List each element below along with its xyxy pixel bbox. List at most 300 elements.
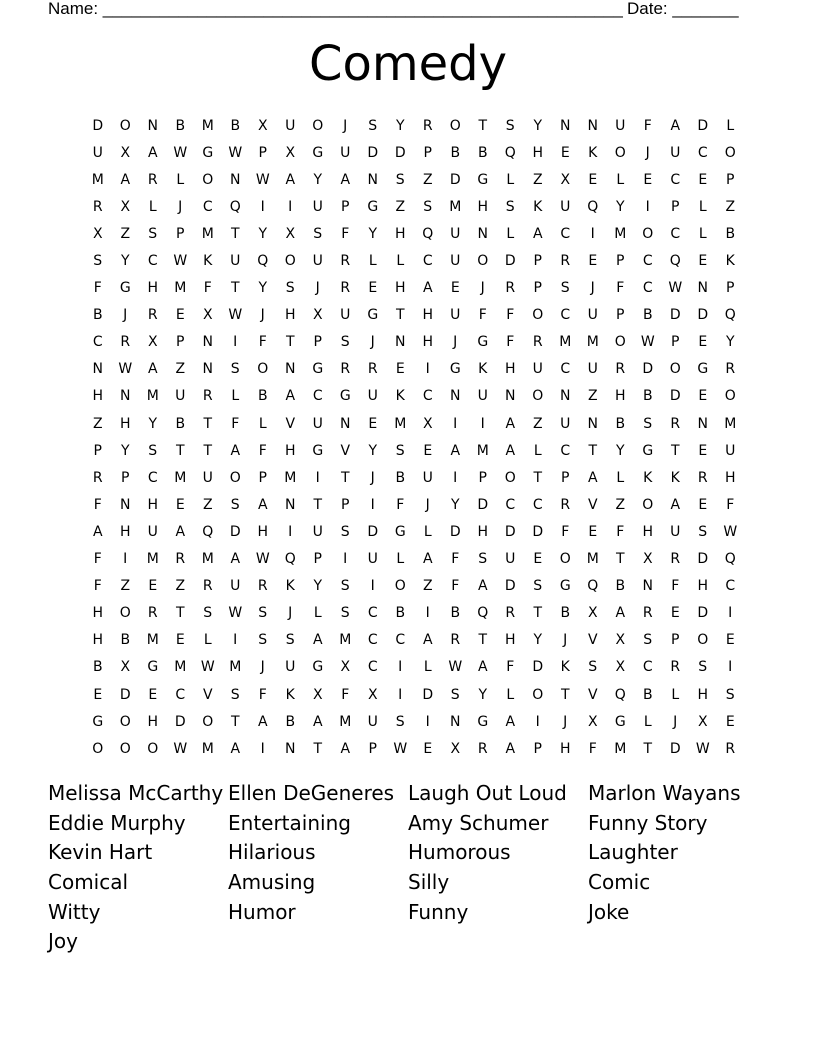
grid-letter[interactable]: M <box>174 280 187 297</box>
grid-letter[interactable]: R <box>340 361 351 378</box>
grid-letter[interactable]: L <box>396 253 405 270</box>
grid-letter[interactable]: K <box>588 144 598 161</box>
grid-letter[interactable]: R <box>257 578 268 595</box>
grid-letter[interactable]: U <box>450 307 461 324</box>
grid-letter[interactable]: H <box>394 225 406 242</box>
grid-letter[interactable]: S <box>505 117 515 134</box>
grid-letter[interactable]: Z <box>395 198 406 215</box>
grid-letter[interactable]: T <box>203 415 213 432</box>
grid-letter[interactable]: F <box>726 496 735 513</box>
grid-letter[interactable]: Q <box>614 686 626 703</box>
grid-letter[interactable]: O <box>532 686 544 703</box>
grid-letter[interactable]: I <box>453 469 458 486</box>
grid-letter[interactable]: S <box>285 280 295 297</box>
grid-letter[interactable]: W <box>695 740 710 757</box>
grid-letter[interactable]: C <box>560 225 571 242</box>
grid-letter[interactable]: O <box>724 388 736 405</box>
grid-letter[interactable]: B <box>175 117 186 134</box>
grid-letter[interactable]: Z <box>587 388 598 405</box>
grid-letter[interactable]: D <box>669 307 681 324</box>
grid-letter[interactable]: D <box>532 659 544 676</box>
grid-letter[interactable]: W <box>228 144 243 161</box>
grid-letter[interactable]: Q <box>284 551 296 568</box>
grid-letter[interactable]: T <box>175 605 185 622</box>
grid-letter[interactable]: A <box>422 551 433 568</box>
grid-letter[interactable]: C <box>725 578 736 595</box>
grid-letter[interactable]: A <box>312 713 323 730</box>
grid-letter[interactable]: S <box>313 225 323 242</box>
grid-letter[interactable]: S <box>560 280 570 297</box>
grid-letter[interactable]: N <box>560 388 571 405</box>
grid-letter[interactable]: T <box>230 713 240 730</box>
grid-letter[interactable]: E <box>670 605 680 622</box>
grid-letter[interactable]: N <box>285 740 296 757</box>
grid-letter[interactable]: U <box>422 469 433 486</box>
grid-letter[interactable]: U <box>230 578 241 595</box>
grid-letter[interactable]: I <box>288 523 293 540</box>
grid-letter[interactable]: M <box>146 632 159 649</box>
grid-letter[interactable]: T <box>230 280 240 297</box>
grid-letter[interactable]: C <box>422 253 433 270</box>
grid-letter[interactable]: R <box>202 388 213 405</box>
grid-letter[interactable]: X <box>120 198 131 215</box>
grid-letter[interactable]: Q <box>477 605 489 622</box>
grid-letter[interactable]: H <box>147 280 159 297</box>
grid-letter[interactable]: F <box>93 551 102 568</box>
grid-letter[interactable]: E <box>423 740 433 757</box>
grid-letter[interactable]: N <box>120 496 131 513</box>
grid-letter[interactable]: Y <box>615 198 625 215</box>
grid-letter[interactable]: S <box>478 551 488 568</box>
grid-letter[interactable]: V <box>587 496 598 513</box>
grid-letter[interactable]: Q <box>724 307 736 324</box>
grid-letter[interactable]: E <box>698 496 708 513</box>
grid-letter[interactable]: O <box>449 117 461 134</box>
grid-letter[interactable]: T <box>560 686 570 703</box>
grid-letter[interactable]: R <box>670 415 681 432</box>
grid-letter[interactable]: F <box>506 307 515 324</box>
grid-letter[interactable]: R <box>450 632 461 649</box>
grid-letter[interactable]: Q <box>229 198 241 215</box>
grid-letter[interactable]: C <box>670 171 681 188</box>
grid-letter[interactable]: A <box>312 632 323 649</box>
grid-letter[interactable]: Y <box>258 225 268 242</box>
grid-letter[interactable]: U <box>477 388 488 405</box>
grid-letter[interactable]: S <box>340 605 350 622</box>
grid-letter[interactable]: U <box>367 551 378 568</box>
grid-letter[interactable]: F <box>203 280 212 297</box>
grid-letter[interactable]: W <box>228 307 243 324</box>
grid-letter[interactable]: I <box>728 659 733 676</box>
grid-letter[interactable]: B <box>92 307 103 324</box>
grid-letter[interactable]: Y <box>533 632 543 649</box>
grid-letter[interactable]: S <box>423 198 433 215</box>
grid-letter[interactable]: I <box>260 198 265 215</box>
grid-letter[interactable]: F <box>258 442 267 459</box>
grid-letter[interactable]: W <box>200 659 215 676</box>
grid-letter[interactable]: R <box>560 253 571 270</box>
grid-letter[interactable]: O <box>477 253 489 270</box>
grid-letter[interactable]: U <box>312 523 323 540</box>
grid-letter[interactable]: D <box>697 307 709 324</box>
grid-letter[interactable]: B <box>395 469 406 486</box>
grid-letter[interactable]: A <box>587 469 598 486</box>
grid-letter[interactable]: E <box>533 551 543 568</box>
grid-letter[interactable]: A <box>230 551 241 568</box>
grid-letter[interactable]: F <box>616 280 625 297</box>
grid-letter[interactable]: L <box>203 632 212 649</box>
grid-letter[interactable]: M <box>614 225 627 242</box>
grid-letter[interactable]: Z <box>175 361 186 378</box>
grid-letter[interactable]: J <box>645 144 650 161</box>
grid-letter[interactable]: W <box>118 361 133 378</box>
grid-letter[interactable]: B <box>450 144 461 161</box>
grid-letter[interactable]: Q <box>587 578 599 595</box>
grid-letter[interactable]: F <box>561 523 570 540</box>
grid-letter[interactable]: O <box>394 578 406 595</box>
grid-letter[interactable]: N <box>340 415 351 432</box>
grid-letter[interactable]: E <box>725 632 735 649</box>
grid-letter[interactable]: W <box>228 605 243 622</box>
grid-letter[interactable]: Z <box>615 496 626 513</box>
grid-letter[interactable]: M <box>339 632 352 649</box>
grid-letter[interactable]: Y <box>478 686 488 703</box>
grid-letter[interactable]: A <box>477 578 488 595</box>
grid-letter[interactable]: S <box>395 442 405 459</box>
grid-letter[interactable]: A <box>230 740 241 757</box>
grid-letter[interactable]: O <box>202 713 214 730</box>
grid-letter[interactable]: E <box>560 144 570 161</box>
grid-letter[interactable]: H <box>284 442 296 459</box>
grid-letter[interactable]: Z <box>120 578 131 595</box>
grid-letter[interactable]: X <box>587 713 598 730</box>
grid-letter[interactable]: P <box>671 198 680 215</box>
grid-letter[interactable]: X <box>367 686 378 703</box>
grid-letter[interactable]: S <box>340 578 350 595</box>
grid-letter[interactable]: U <box>587 307 598 324</box>
grid-letter[interactable]: G <box>614 713 626 730</box>
grid-letter[interactable]: S <box>725 686 735 703</box>
grid-letter[interactable]: L <box>423 523 432 540</box>
grid-letter[interactable]: O <box>147 740 159 757</box>
grid-letter[interactable]: A <box>120 171 131 188</box>
grid-letter[interactable]: C <box>560 361 571 378</box>
grid-letter[interactable]: O <box>119 605 131 622</box>
grid-letter[interactable]: U <box>202 469 213 486</box>
grid-letter[interactable]: S <box>533 578 543 595</box>
grid-letter[interactable]: O <box>202 171 214 188</box>
grid-letter[interactable]: D <box>119 686 131 703</box>
grid-letter[interactable]: U <box>450 225 461 242</box>
grid-letter[interactable]: E <box>643 171 653 188</box>
grid-letter[interactable]: Z <box>422 578 433 595</box>
grid-letter[interactable]: K <box>478 361 488 378</box>
grid-letter[interactable]: P <box>368 740 377 757</box>
grid-letter[interactable]: L <box>368 253 377 270</box>
grid-letter[interactable]: G <box>339 388 351 405</box>
grid-letter[interactable]: M <box>146 551 159 568</box>
grid-letter[interactable]: H <box>697 578 709 595</box>
grid-letter[interactable]: P <box>341 198 350 215</box>
grid-letter[interactable]: L <box>423 659 432 676</box>
grid-letter[interactable]: S <box>340 334 350 351</box>
grid-letter[interactable]: L <box>698 198 707 215</box>
grid-letter[interactable]: N <box>587 117 598 134</box>
grid-letter[interactable]: V <box>340 442 351 459</box>
grid-letter[interactable]: F <box>506 334 515 351</box>
grid-letter[interactable]: D <box>229 523 241 540</box>
grid-letter[interactable]: D <box>477 496 489 513</box>
grid-letter[interactable]: H <box>697 686 709 703</box>
grid-letter[interactable]: M <box>201 117 214 134</box>
grid-letter[interactable]: P <box>258 144 267 161</box>
grid-letter[interactable]: O <box>504 469 516 486</box>
grid-letter[interactable]: N <box>202 361 213 378</box>
grid-letter[interactable]: Q <box>587 198 599 215</box>
grid-letter[interactable]: T <box>395 307 405 324</box>
grid-letter[interactable]: P <box>423 144 432 161</box>
grid-letter[interactable]: B <box>477 144 488 161</box>
grid-letter[interactable]: U <box>340 307 351 324</box>
grid-letter[interactable]: S <box>148 442 158 459</box>
grid-letter[interactable]: H <box>642 523 654 540</box>
grid-letter[interactable]: Z <box>532 415 543 432</box>
grid-letter[interactable]: J <box>260 307 265 324</box>
grid-letter[interactable]: X <box>147 334 158 351</box>
grid-letter[interactable]: S <box>148 225 158 242</box>
grid-letter[interactable]: I <box>425 361 430 378</box>
grid-letter[interactable]: O <box>532 307 544 324</box>
grid-letter[interactable]: P <box>93 442 102 459</box>
grid-letter[interactable]: X <box>257 117 268 134</box>
grid-letter[interactable]: G <box>394 523 406 540</box>
grid-letter[interactable]: S <box>340 523 350 540</box>
grid-letter[interactable]: C <box>367 659 378 676</box>
grid-letter[interactable]: N <box>285 361 296 378</box>
grid-letter[interactable]: Q <box>504 144 516 161</box>
grid-letter[interactable]: Z <box>725 198 736 215</box>
grid-letter[interactable]: P <box>121 469 130 486</box>
grid-letter[interactable]: O <box>642 225 654 242</box>
grid-letter[interactable]: P <box>671 334 680 351</box>
grid-letter[interactable]: A <box>92 523 103 540</box>
grid-letter[interactable]: K <box>285 578 295 595</box>
grid-letter[interactable]: G <box>642 442 654 459</box>
grid-letter[interactable]: C <box>642 253 653 270</box>
grid-letter[interactable]: D <box>504 253 516 270</box>
grid-letter[interactable]: D <box>697 605 709 622</box>
grid-letter[interactable]: T <box>478 632 488 649</box>
grid-letter[interactable]: F <box>506 659 515 676</box>
grid-letter[interactable]: O <box>229 469 241 486</box>
grid-letter[interactable]: L <box>616 469 625 486</box>
grid-letter[interactable]: C <box>532 496 543 513</box>
grid-letter[interactable]: A <box>505 740 516 757</box>
grid-letter[interactable]: F <box>93 496 102 513</box>
grid-letter[interactable]: C <box>367 632 378 649</box>
grid-letter[interactable]: G <box>312 361 324 378</box>
grid-letter[interactable]: U <box>367 713 378 730</box>
grid-letter[interactable]: C <box>367 605 378 622</box>
grid-letter[interactable]: A <box>477 659 488 676</box>
grid-letter[interactable]: R <box>725 361 736 378</box>
grid-letter[interactable]: F <box>231 415 240 432</box>
grid-letter[interactable]: X <box>285 225 296 242</box>
grid-letter[interactable]: R <box>477 740 488 757</box>
grid-letter[interactable]: C <box>202 198 213 215</box>
grid-letter[interactable]: L <box>698 225 707 242</box>
grid-letter[interactable]: B <box>120 632 131 649</box>
grid-letter[interactable]: X <box>202 307 213 324</box>
grid-letter[interactable]: P <box>533 280 542 297</box>
grid-letter[interactable]: D <box>422 686 434 703</box>
grid-letter[interactable]: D <box>367 523 379 540</box>
grid-letter[interactable]: Y <box>258 280 268 297</box>
grid-letter[interactable]: T <box>313 496 323 513</box>
grid-letter[interactable]: F <box>478 307 487 324</box>
grid-letter[interactable]: J <box>480 280 485 297</box>
grid-letter[interactable]: M <box>201 225 214 242</box>
grid-letter[interactable]: R <box>615 361 626 378</box>
grid-letter[interactable]: L <box>396 551 405 568</box>
grid-letter[interactable]: Q <box>422 225 434 242</box>
grid-letter[interactable]: Y <box>148 415 158 432</box>
grid-letter[interactable]: O <box>284 253 296 270</box>
grid-letter[interactable]: B <box>642 686 653 703</box>
grid-letter[interactable]: J <box>315 280 320 297</box>
grid-letter[interactable]: H <box>92 605 104 622</box>
grid-letter[interactable]: P <box>726 280 735 297</box>
grid-letter[interactable]: C <box>642 659 653 676</box>
grid-letter[interactable]: S <box>368 117 378 134</box>
grid-letter[interactable]: A <box>505 442 516 459</box>
grid-letter[interactable]: X <box>285 144 296 161</box>
grid-letter[interactable]: I <box>425 605 430 622</box>
grid-letter[interactable]: C <box>560 307 571 324</box>
grid-letter[interactable]: J <box>123 307 128 324</box>
grid-letter[interactable]: W <box>640 334 655 351</box>
grid-letter[interactable]: S <box>395 171 405 188</box>
grid-letter[interactable]: J <box>288 605 293 622</box>
grid-letter[interactable]: E <box>698 171 708 188</box>
grid-letter[interactable]: I <box>425 713 430 730</box>
grid-letter[interactable]: S <box>643 415 653 432</box>
grid-letter[interactable]: B <box>230 117 241 134</box>
grid-letter[interactable]: S <box>643 632 653 649</box>
grid-letter[interactable]: R <box>175 551 186 568</box>
grid-letter[interactable]: B <box>257 388 268 405</box>
grid-letter[interactable]: A <box>230 442 241 459</box>
grid-letter[interactable]: D <box>697 551 709 568</box>
grid-letter[interactable]: Y <box>450 496 460 513</box>
grid-letter[interactable]: R <box>642 605 653 622</box>
grid-letter[interactable]: X <box>92 225 103 242</box>
grid-letter[interactable]: C <box>505 496 516 513</box>
grid-letter[interactable]: E <box>395 361 405 378</box>
grid-letter[interactable]: D <box>504 523 516 540</box>
grid-letter[interactable]: P <box>533 740 542 757</box>
grid-letter[interactable]: P <box>726 171 735 188</box>
grid-letter[interactable]: D <box>669 388 681 405</box>
grid-letter[interactable]: W <box>173 253 188 270</box>
grid-letter[interactable]: D <box>174 713 186 730</box>
grid-letter[interactable]: T <box>230 225 240 242</box>
grid-letter[interactable]: I <box>728 605 733 622</box>
grid-letter[interactable]: Y <box>120 442 130 459</box>
grid-letter[interactable]: S <box>258 632 268 649</box>
grid-letter[interactable]: T <box>533 605 543 622</box>
grid-letter[interactable]: L <box>231 388 240 405</box>
grid-letter[interactable]: I <box>480 415 485 432</box>
grid-letter[interactable]: U <box>670 523 681 540</box>
grid-letter[interactable]: A <box>175 523 186 540</box>
grid-letter[interactable]: F <box>258 334 267 351</box>
grid-letter[interactable]: L <box>176 171 185 188</box>
grid-letter[interactable]: G <box>147 659 159 676</box>
grid-letter[interactable]: A <box>147 144 158 161</box>
grid-letter[interactable]: H <box>394 280 406 297</box>
grid-letter[interactable]: J <box>370 469 375 486</box>
grid-letter[interactable]: H <box>92 632 104 649</box>
grid-letter[interactable]: I <box>343 551 348 568</box>
grid-letter[interactable]: M <box>476 442 489 459</box>
grid-letter[interactable]: D <box>92 117 104 134</box>
grid-letter[interactable]: Z <box>120 225 131 242</box>
grid-letter[interactable]: G <box>312 442 324 459</box>
grid-letter[interactable]: G <box>92 713 104 730</box>
grid-letter[interactable]: S <box>258 605 268 622</box>
grid-letter[interactable]: B <box>615 578 626 595</box>
grid-letter[interactable]: D <box>367 144 379 161</box>
grid-letter[interactable]: E <box>423 442 433 459</box>
grid-letter[interactable]: Y <box>313 171 323 188</box>
grid-letter[interactable]: K <box>725 253 735 270</box>
grid-letter[interactable]: X <box>120 659 131 676</box>
grid-letter[interactable]: P <box>478 469 487 486</box>
grid-letter[interactable]: N <box>395 334 406 351</box>
grid-letter[interactable]: V <box>202 686 213 703</box>
grid-letter[interactable]: J <box>343 117 348 134</box>
grid-letter[interactable]: S <box>230 496 240 513</box>
grid-letter[interactable]: I <box>370 578 375 595</box>
grid-letter[interactable]: G <box>367 307 379 324</box>
grid-letter[interactable]: I <box>123 551 128 568</box>
grid-letter[interactable]: C <box>312 388 323 405</box>
grid-letter[interactable]: P <box>313 334 322 351</box>
grid-letter[interactable]: U <box>532 361 543 378</box>
grid-letter[interactable]: W <box>723 523 738 540</box>
grid-letter[interactable]: N <box>120 388 131 405</box>
grid-letter[interactable]: O <box>724 144 736 161</box>
grid-letter[interactable]: J <box>370 334 375 351</box>
grid-letter[interactable]: E <box>148 686 158 703</box>
grid-letter[interactable]: I <box>398 659 403 676</box>
grid-letter[interactable]: I <box>288 198 293 215</box>
grid-letter[interactable]: R <box>505 605 516 622</box>
grid-letter[interactable]: U <box>367 388 378 405</box>
grid-letter[interactable]: R <box>725 740 736 757</box>
grid-letter[interactable]: Q <box>202 523 214 540</box>
grid-letter[interactable]: P <box>561 469 570 486</box>
grid-letter[interactable]: Z <box>532 171 543 188</box>
grid-letter[interactable]: P <box>616 253 625 270</box>
grid-letter[interactable]: H <box>119 523 131 540</box>
grid-letter[interactable]: G <box>477 334 489 351</box>
grid-letter[interactable]: K <box>395 388 405 405</box>
grid-letter[interactable]: S <box>203 605 213 622</box>
grid-letter[interactable]: U <box>92 144 103 161</box>
grid-letter[interactable]: S <box>230 361 240 378</box>
